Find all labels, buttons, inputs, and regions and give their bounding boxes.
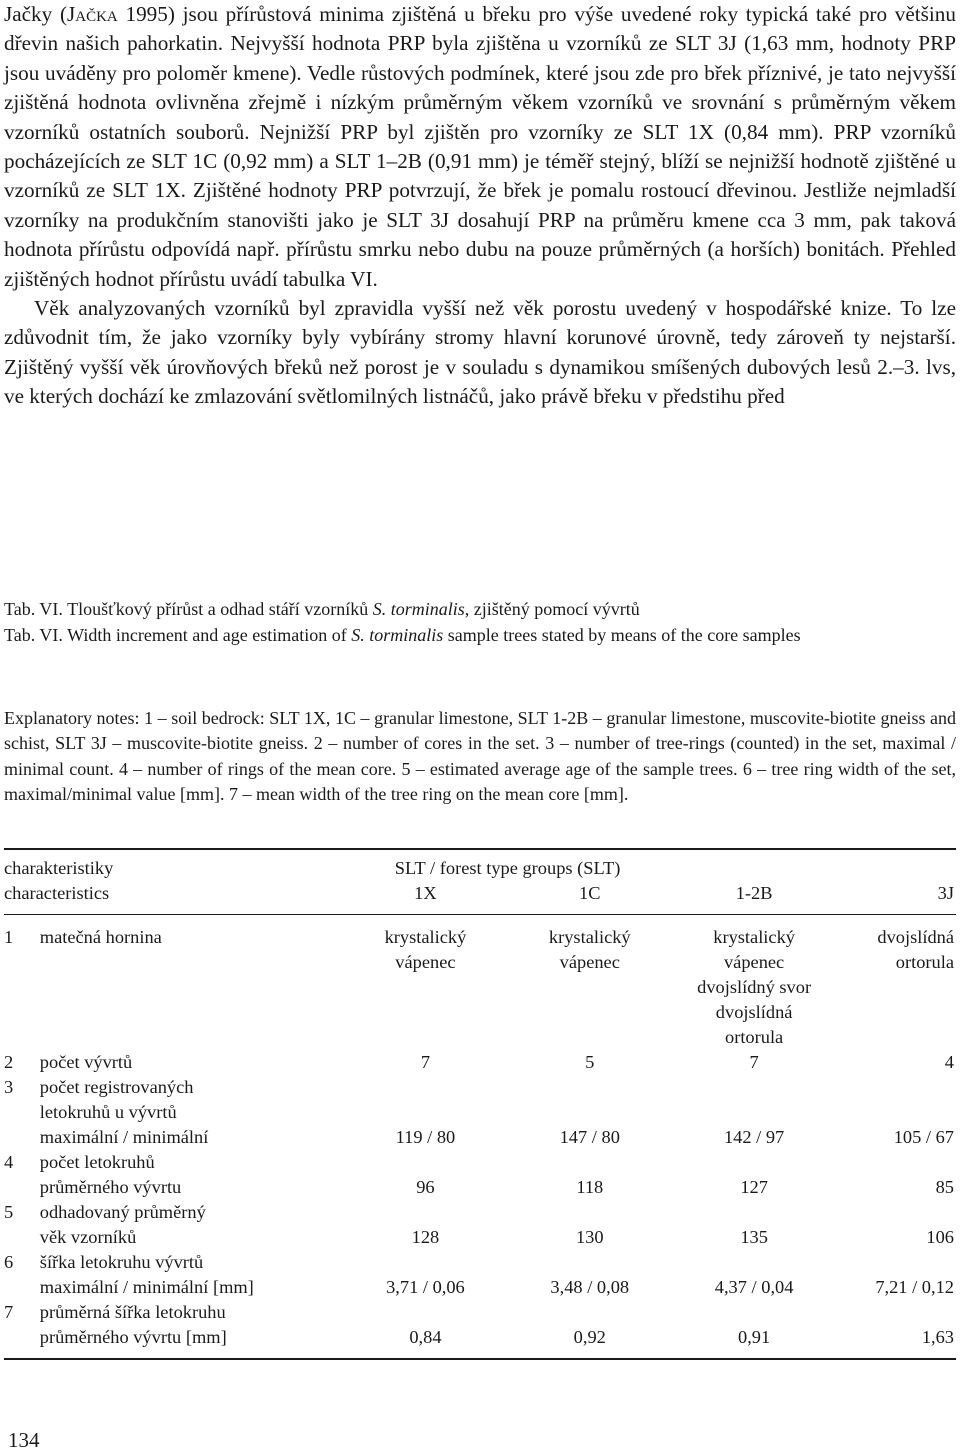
caption-czech (4, 596, 956, 622)
table-cell: 106 (926, 1227, 954, 1247)
table-cell: 142 / 97 (723, 1127, 785, 1147)
caption-czech-end: , zjištěný pomocí vývrtů (464, 599, 640, 619)
table-cell: 0,92 (508, 1300, 672, 1359)
page-number: 134 (8, 1428, 40, 1452)
column-header: 1C (508, 881, 672, 915)
table-cell: 105 / 67 (893, 1127, 954, 1147)
table-cell: 128 (411, 1227, 440, 1247)
table-header-row-2 (4, 881, 956, 915)
table-cell: 127 (740, 1177, 768, 1197)
body-text (4, 0, 956, 412)
table-cell: 1,63 (836, 1300, 956, 1359)
table-row (4, 1050, 956, 1075)
paragraph-1-rest: 1995) jsou přírůstová minima zjištěná u břeku pro výše uvedené roky typická také pro většinu dřevin našich pahorkatin. Nejvyšší hodnota PRP byla zjištěna u vzorníků ze SLT 3J (1,63 mm, hodnoty PRP jsou uváděny pro poloměr kmene). Vedle růstových podmínek, které jsou zde pro břek příznivé, je tato nejvyšší zjištěná hodnota ovlivněna zřejmě i nízkým průměrným věkem vzorníků ve srovnání s průměrným věkem vzorníků ostatních souborů. Nejnižší PRP byl zjištěn pro vzorníky ze SLT 1X (0,84 mm). PRP vzorníků pocházejících ze SLT 1C (0,92 mm) a SLT 1–2B (0,91 mm) je téměř stejný, blíží se nejnižší hodnotě zjištěné u vzorníků ze SLT 1X. Zjištěné hodnoty PRP potvrzují, že břek je pomalu rostoucí dřevinou. Jestliže nejmladší vzorníky na produkčním stanovišti jako je SLT 3J dosahují PRP na průměru kmene cca 3 mm, pak taková hodnota přírůstu odpovídá např. přírůstu smrku nebo dubu na pouze průměrných (a horších) bonitách. Přehled zjištěných hodnot přírůstu uvádí tabulka VI. (4, 2, 956, 291)
table-row (4, 1200, 956, 1250)
header-characteristics-cz: charakteristiky (4, 849, 343, 881)
row-label: odhadovaný průměrný věk vzorníků (39, 1202, 206, 1247)
row-number: 7 (4, 1300, 40, 1359)
table-cell: 5 (585, 1052, 595, 1072)
paragraph-1 (4, 0, 956, 294)
table-caption (4, 596, 956, 648)
paragraph-2: Věk analyzovaných vzorníků byl zpravidla vyšší než věk porostu uvedený v hospodářské knize. To lze zdůvodnit tím, že jako vzorníky byly vybírány stromy hlavní korunové úrovně, tedy zároveň ty nejstarší. Zjištěný vyšší věk úrovňových břeků než porost je v souladu s dynamikou smíšených dubových lesů 2.–3. lvs, ve kterých dochází ke zmlazování světlomilných listnáčů, jako právě břeku v předstihu před (4, 296, 956, 409)
row-label: počet registrovaných letokruhů u vývrtů maximální / minimální (39, 1077, 209, 1147)
row-label: počet letokruhů průměrného vývrtu (39, 1152, 182, 1197)
table-cell: 130 (575, 1227, 604, 1247)
row-label: počet vývrtů (39, 1052, 133, 1072)
table-row (4, 1150, 956, 1200)
table-cell: 85 (935, 1177, 954, 1197)
page (4, 0, 956, 1452)
caption-czech-text: Tab. VI. Tloušťkový přírůst a odhad stáří vzorníků (4, 599, 373, 619)
table-row (4, 1250, 956, 1300)
notes-text: Explanatory notes: 1 – soil bedrock: SLT 1X, 1C – granular limestone, SLT 1-2B – granular limestone, muscovite-biotite gneiss and schist, SLT 3J – muscovite-biotite gneiss. 2 – number of cores in the set. 3 – number of tree-rings (counted) in the set, maximal / minimal count. 4 – number of rings of the mean core. 5 – estimated average age of the sample trees. 6 – tree ring width of the set, maximal/minimal value [mm]. 7 – mean width of the tree ring on the mean core [mm]. (4, 708, 956, 805)
table-cell: 3,71 / 0,06 (386, 1277, 465, 1297)
table-cell: 3,48 / 0,08 (550, 1277, 630, 1297)
row-number: 4 (4, 1152, 14, 1172)
row-number: 5 (4, 1202, 14, 1222)
table-cell: 147 / 80 (559, 1127, 620, 1147)
explanatory-notes (4, 706, 956, 808)
column-header: 1X (343, 881, 507, 915)
table-cell: dvojslídná ortorula (877, 927, 954, 972)
table-cell: 7,21 / 0,12 (875, 1277, 954, 1297)
table-row (4, 1300, 956, 1359)
table-cell: krystalický vápenec (548, 927, 631, 972)
table-cell: 4 (944, 1052, 954, 1072)
table-cell: 0,91 (672, 1300, 836, 1359)
table-cell: 119 / 80 (395, 1127, 456, 1147)
row-label: matečná hornina (39, 927, 162, 947)
row-label: šířka letokruhu vývrtů maximální / minimální [mm] (39, 1252, 254, 1297)
author-name: Jačka (67, 2, 118, 26)
caption-english (4, 622, 956, 648)
species-name: S. torminalis (351, 625, 444, 645)
table-cell: 7 (749, 1052, 759, 1072)
row-number: 2 (4, 1052, 14, 1072)
table-cell: 135 (740, 1227, 768, 1247)
caption-english-end: sample trees stated by means of the core samples (443, 625, 801, 645)
paragraph-1-start: Jačky ( (4, 2, 68, 26)
table-cell: 0,84 (343, 1300, 507, 1359)
table-row (4, 1075, 956, 1150)
species-name: S. torminalis (372, 599, 465, 619)
row-number: 1 (4, 927, 14, 947)
table-cell: 118 (576, 1177, 604, 1197)
header-characteristics-en: characteristics (4, 881, 343, 915)
data-table (4, 848, 956, 1360)
row-number: 6 (4, 1252, 14, 1272)
row-label: průměrná šířka letokruhu průměrného vývrtu [mm] (40, 1300, 343, 1359)
header-group: SLT / forest type groups (SLT) (343, 849, 672, 881)
table (4, 848, 956, 1360)
column-header: 3J (836, 881, 956, 915)
table-cell: 7 (420, 1052, 431, 1072)
row-number: 3 (4, 1077, 14, 1097)
column-header: 1-2B (672, 881, 836, 915)
table-header-row-1 (4, 849, 956, 881)
caption-english-text: Tab. VI. Width increment and age estimation of (4, 625, 352, 645)
table-cell: krystalický vápenec dvojslídný svor dvojslídná ortorula (697, 927, 812, 1047)
table-row (4, 925, 956, 1050)
table-cell: 4,37 / 0,04 (714, 1277, 794, 1297)
table-cell: krystalický vápenec (384, 927, 467, 972)
table-cell: 96 (416, 1177, 435, 1197)
